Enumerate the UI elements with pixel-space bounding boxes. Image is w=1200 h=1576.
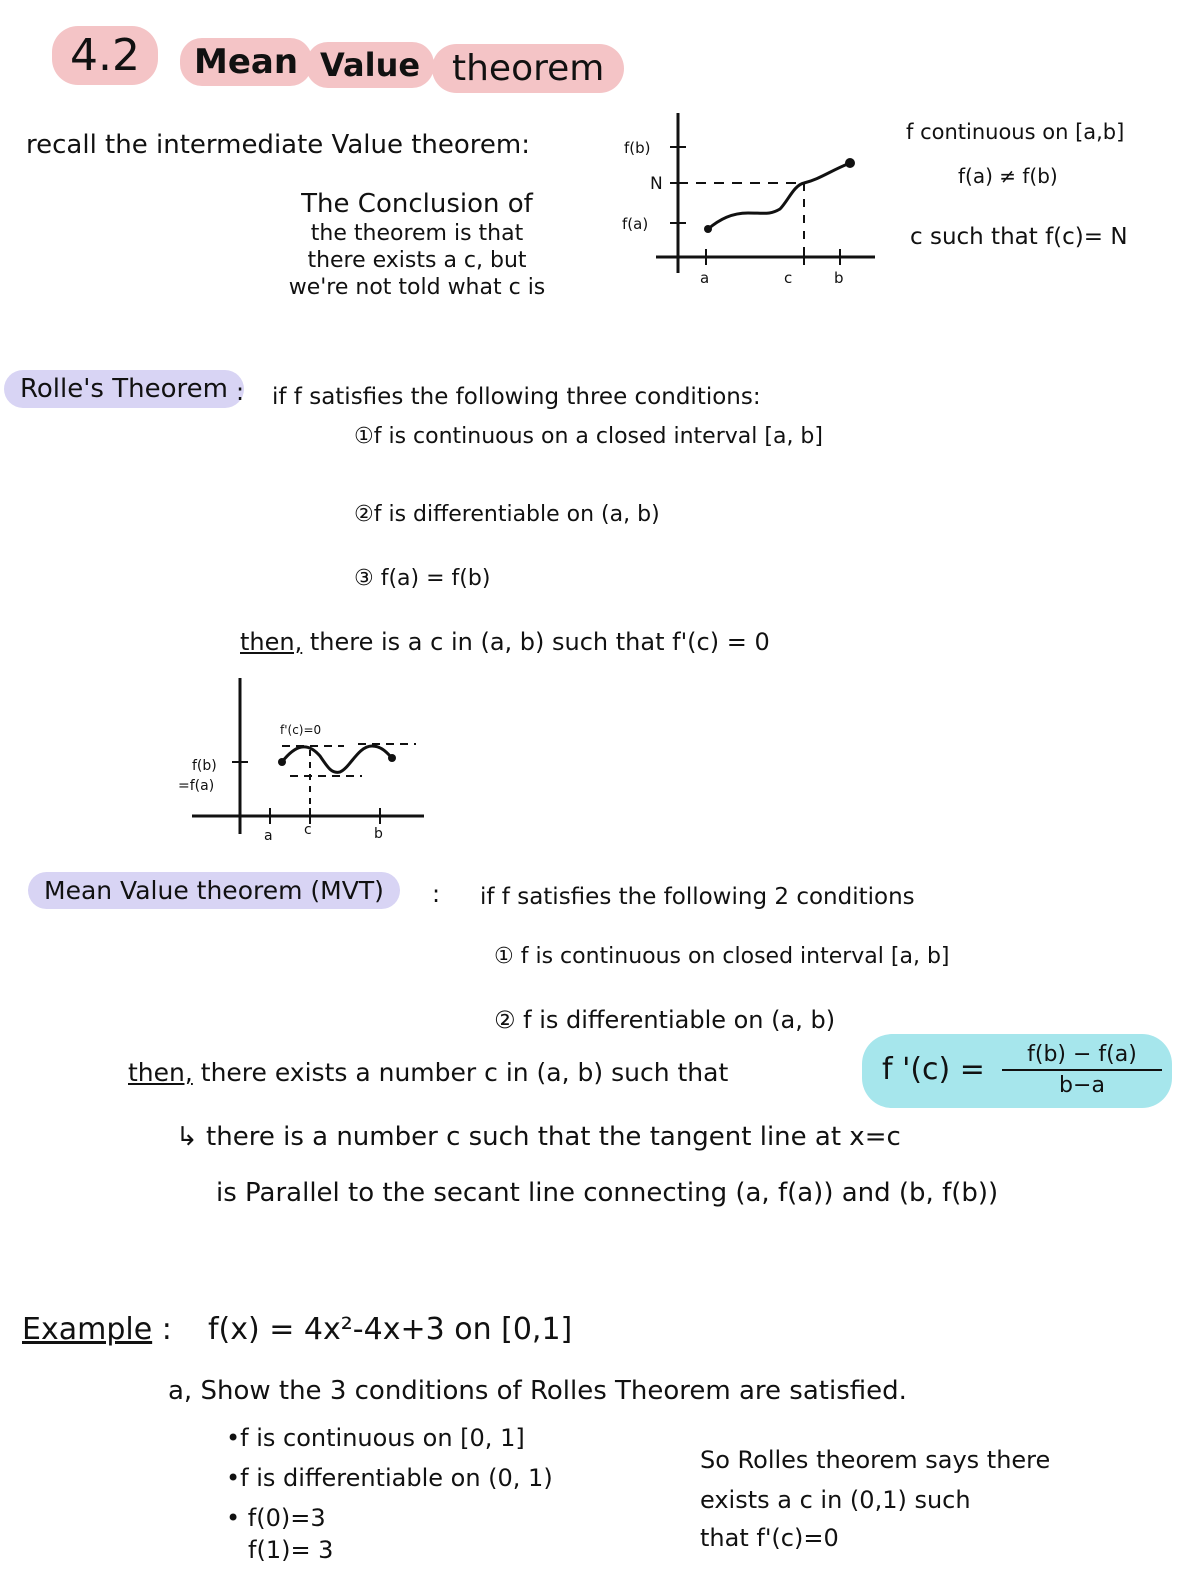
mvt-cond-1: ① f is continuous on closed interval [a, b]	[494, 944, 950, 969]
mvt-then	[128, 1058, 728, 1087]
ivt-conclusion-line: we're not told what c is	[288, 275, 546, 300]
mvt-colon: :	[432, 880, 441, 908]
title-word-theorem: theorem	[432, 44, 624, 93]
mvt-formula-numerator: f(b) − f(a)	[1002, 1042, 1162, 1071]
example-so-2: exists a c in (0,1) such	[700, 1486, 971, 1514]
rolle-label-fa: =f(a)	[178, 778, 215, 794]
rolle-label: Rolle's Theorem	[4, 370, 244, 408]
ivt-label-c: c	[784, 269, 793, 287]
title-word-value: Value	[306, 42, 434, 88]
ivt-conclusion-line: there exists a c, but	[307, 248, 527, 273]
example-bullet-3: • f(0)=3	[226, 1504, 326, 1532]
mvt-then-word: then,	[128, 1058, 193, 1087]
example-function: f(x) = 4x²-4x+3 on [0,1]	[208, 1312, 573, 1347]
ivt-start-dot	[704, 225, 712, 233]
title-number: 4.2	[52, 26, 158, 85]
mvt-formula	[862, 1034, 1172, 1108]
example-so-1: So Rolles theorem says there	[700, 1446, 1051, 1474]
rolle-label-c: c	[304, 822, 312, 838]
mvt-note-2: is Parallel to the secant line connecting (a, f(a)) and (b, f(b))	[216, 1178, 999, 1208]
rolle-start-dot	[278, 758, 286, 766]
example-bullet-2: •f is differentiable on (0, 1)	[226, 1464, 553, 1492]
ivt-side-not-equal: f(a) ≠ f(b)	[958, 164, 1058, 188]
example-bullet-1: •f is continuous on [0, 1]	[226, 1424, 525, 1452]
ivt-label-fb: f(b)	[624, 139, 651, 157]
ivt-conclusion	[262, 188, 572, 301]
ivt-graph	[620, 105, 880, 295]
ivt-curve	[708, 163, 850, 229]
ivt-label-b: b	[834, 269, 844, 287]
example-so-3: that f'(c)=0	[700, 1524, 839, 1552]
mvt-note-1: ↳ there is a number c such that the tangent line at x=c	[176, 1122, 901, 1152]
rolle-graph	[172, 674, 432, 850]
mvt-intro: if f satisfies the following 2 conditions	[480, 884, 915, 910]
rolle-end-dot	[388, 754, 396, 762]
ivt-side-continuous: f continuous on [a,b]	[906, 120, 1125, 144]
ivt-label-fa: f(a)	[622, 215, 649, 233]
ivt-conclusion-line: the theorem is that	[310, 221, 524, 246]
mvt-label: Mean Value theorem (MVT)	[28, 872, 400, 909]
example-part-a: a, Show the 3 conditions of Rolles Theorem are satisfied.	[168, 1376, 907, 1406]
rolle-then-word: then,	[240, 628, 303, 656]
ivt-conclusion-line: The Conclusion of	[301, 189, 533, 219]
ivt-recall: recall the intermediate Value theorem:	[26, 130, 530, 160]
mvt-formula-fraction	[1002, 1042, 1162, 1098]
rolle-cond-1: ①f is continuous on a closed interval [a, b]	[354, 424, 823, 449]
rolle-cond-3: ③ f(a) = f(b)	[354, 566, 491, 591]
ivt-end-dot	[845, 158, 855, 168]
rolle-label-slope: f'(c)=0	[280, 723, 322, 737]
rolle-label-fb: f(b)	[192, 758, 217, 774]
ivt-label-a: a	[700, 269, 710, 287]
rolle-then-rest: there is a c in (a, b) such that f'(c) = 0	[302, 628, 770, 656]
title-word-mean: Mean	[180, 38, 312, 86]
rolle-then	[240, 628, 770, 656]
mvt-then-rest: there exists a number c in (a, b) such that	[192, 1058, 729, 1087]
mvt-formula-denominator: b−a	[1059, 1073, 1105, 1098]
example-bullet-3b: f(1)= 3	[248, 1536, 334, 1564]
rolle-colon: :	[236, 378, 245, 406]
rolle-label-b: b	[374, 826, 383, 842]
example-heading	[22, 1312, 172, 1347]
mvt-formula-lhs: f '(c) =	[882, 1052, 985, 1087]
ivt-side-such-that: c such that f(c)= N	[910, 224, 1128, 250]
example-label: Example	[22, 1312, 153, 1347]
mvt-cond-2: ② f is differentiable on (a, b)	[494, 1006, 836, 1034]
ivt-label-n: N	[650, 174, 663, 194]
rolle-intro: if f satisfies the following three conditions:	[272, 384, 761, 410]
example-colon: :	[152, 1312, 172, 1347]
rolle-curve	[282, 746, 392, 772]
rolle-cond-2: ②f is differentiable on (a, b)	[354, 502, 660, 527]
rolle-label-a: a	[264, 828, 273, 844]
